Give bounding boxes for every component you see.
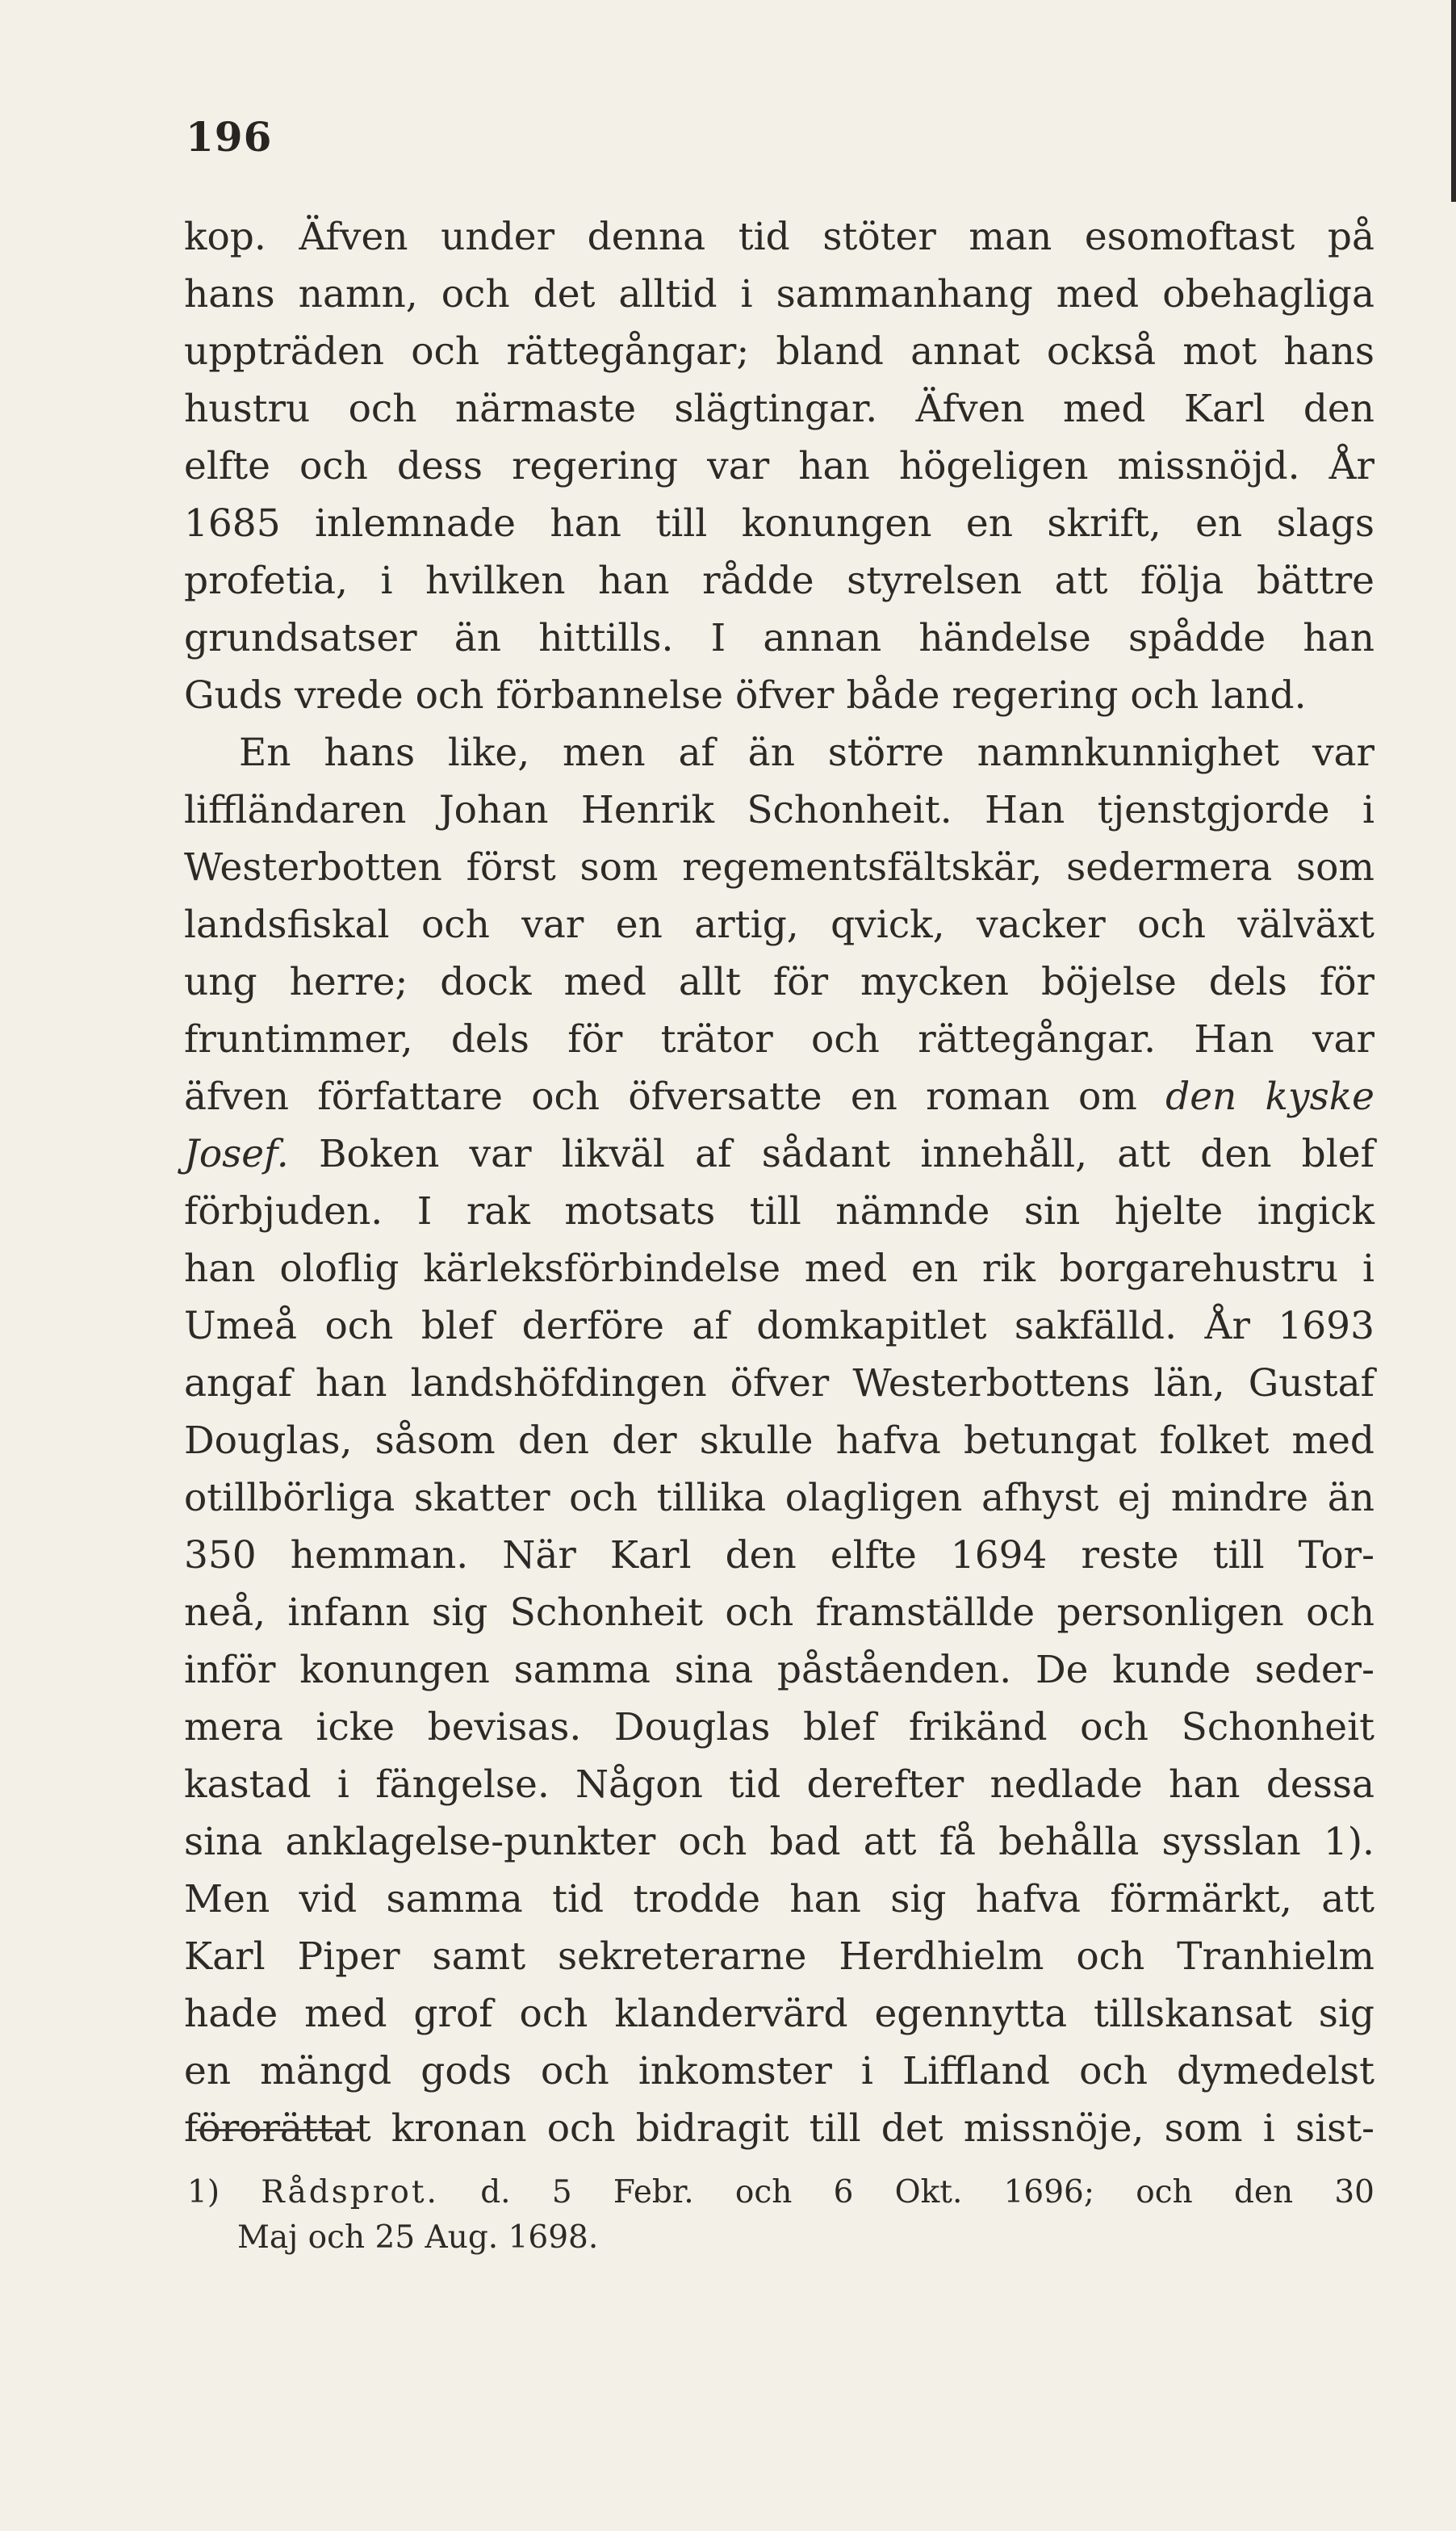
text-line: Westerbotten först som regementsfältskär, sedermera som	[184, 845, 1374, 890]
text-line-with-italic	[184, 1125, 1374, 1183]
text-line: förbjuden. I rak motsats till nämnde sin hjelte ingick	[184, 1189, 1374, 1234]
text-line: hade med grof och klandervärd egennytta tillskansat sig	[184, 1992, 1374, 2036]
italic-title: den kyske	[1165, 1075, 1375, 1119]
text-line: en mängd gods och inkomster i Liffland och dymedelst	[184, 2049, 1374, 2093]
text-line: otillbörliga skatter och tillika olagligen afhyst ej mindre än	[184, 1476, 1374, 1520]
page-number: 196	[186, 113, 273, 161]
text-segment: äfven författare och öfversatte en roman om	[184, 1075, 1137, 1119]
text-line: mera icke bevisas. Douglas blef frikänd och Schonheit	[184, 1705, 1374, 1749]
footnote-text: d. 5 Febr. och 6 Okt. 1696; och den 30	[480, 2174, 1374, 2210]
text-line: 350 hemman. När Karl den elfte 1694 reste till Tor-	[184, 1533, 1374, 1578]
footnote-marker: 1)	[187, 2174, 220, 2210]
text-segment: Boken var likväl af sådant innehåll, att den blef	[318, 1132, 1374, 1176]
text-line: angaf han landshöfdingen öfver Westerbottens län, Gustaf	[184, 1361, 1374, 1406]
text-line: inför konungen samma sina påståenden. De kunde seder-	[184, 1648, 1374, 1692]
footnote-divider	[195, 2129, 359, 2131]
text-line: han oloflig kärleksförbindelse med en rik borgarehustru i	[184, 1247, 1374, 1291]
text-line: Men vid samma tid trodde han sig hafva förmärkt, att	[184, 1877, 1374, 1921]
text-line: hustru och närmaste slägtingar. Äfven med Karl den	[184, 387, 1374, 431]
text-line: kastad i fängelse. Någon tid derefter nedlade han dessa	[184, 1762, 1374, 1807]
text-line: Douglas, såsom den der skulle hafva betungat folket med	[184, 1418, 1374, 1463]
text-line: sina anklagelse-punkter och bad att få behålla sysslan 1).	[184, 1820, 1374, 1864]
text-line: profetia, i hvilken han rådde styrelsen att följa bättre	[184, 559, 1374, 603]
text-line: Guds vrede och förbannelse öfver både regering och land.	[184, 673, 1307, 718]
text-line: elfte och dess regering var han högeligen missnöjd. År	[184, 444, 1374, 488]
text-line: förorättat kronan och bidragit till det missnöje, som i sist-	[184, 2106, 1374, 2151]
paragraph-start-line: En hans like, men af än större namnkunnighet var	[239, 731, 1374, 775]
text-line: liffländaren Johan Henrik Schonheit. Han tjenstgjorde i	[184, 788, 1374, 832]
footnote-line: Maj och 25 Aug. 1698.	[237, 2219, 599, 2256]
text-line: Karl Piper samt sekreterarne Herdhielm och Tranhielm	[184, 1934, 1374, 1979]
page-edge-shadow	[1451, 0, 1456, 202]
text-line: uppträden och rättegångar; bland annat också mot hans	[184, 329, 1374, 374]
footnote	[187, 2170, 1374, 2261]
italic-title: Josef.	[184, 1132, 289, 1176]
text-line: grundsatser än hittills. I annan händelse spådde han	[184, 616, 1374, 660]
text-line: hans namn, och det alltid i sammanhang med obehagliga	[184, 272, 1374, 316]
text-line: fruntimmer, dels för trätor och rättegångar. Han var	[184, 1017, 1374, 1062]
text-line: ung herre; dock med allt för mycken böjelse dels för	[184, 960, 1374, 1004]
text-line: Umeå och blef derföre af domkapitlet sakfälld. År 1693	[184, 1304, 1374, 1348]
footnote-line	[187, 2170, 1374, 2215]
text-line-with-italic	[184, 1068, 1374, 1125]
text-line: kop. Äfven under denna tid stöter man esomoftast på	[184, 215, 1374, 259]
body-text	[184, 208, 1374, 2157]
text-line: landsfiskal och var en artig, qvick, vacker och välväxt	[184, 903, 1374, 947]
text-line: neå, infann sig Schonheit och framställde personligen och	[184, 1590, 1374, 1635]
text-line: 1685 inlemnade han till konungen en skrift, en slags	[184, 501, 1374, 546]
footnote-source: Rådsprot.	[261, 2174, 439, 2210]
